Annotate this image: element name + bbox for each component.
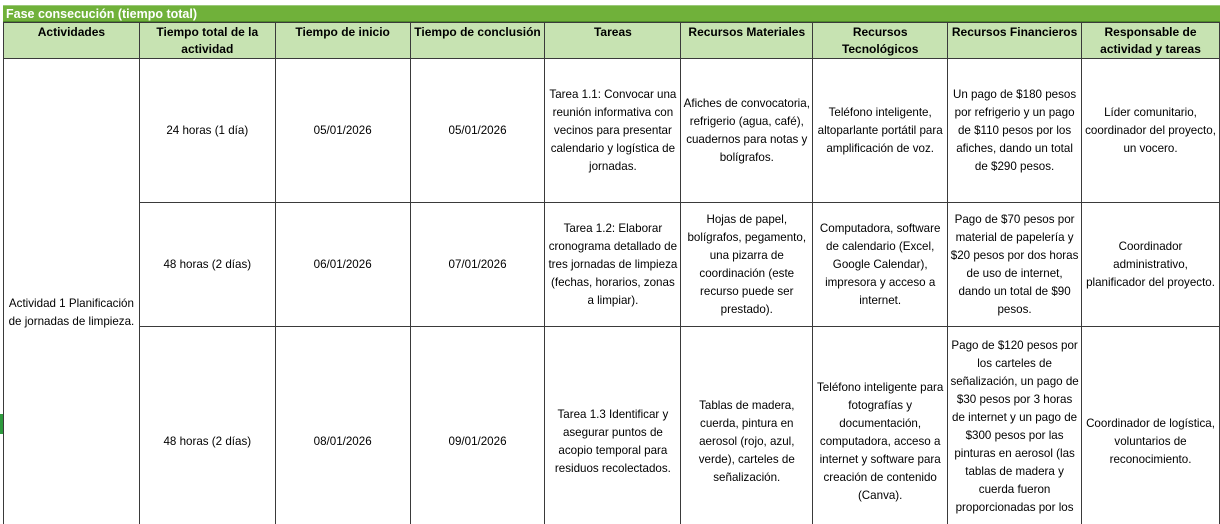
phase-title-bar[interactable]: Fase consecución (tiempo total) <box>3 5 1220 22</box>
end-date-cell[interactable]: 09/01/2026 <box>410 327 545 524</box>
technology-cell[interactable]: Teléfono inteligente, altoparlante portátil para amplificación de voz. <box>813 59 948 203</box>
task-cell[interactable]: Tarea 1.3 Identificar y asegurar puntos de acopio temporal para residuos recolectados. <box>545 327 681 524</box>
financial-cell[interactable]: Pago de $70 pesos por material de papelería y $20 pesos por dos horas de uso de internet, dando un total de $90 pesos. <box>948 203 1082 327</box>
table-row <box>4 327 1220 524</box>
header-cell-start-time[interactable]: Tiempo de inicio <box>275 23 410 59</box>
start-date-cell[interactable]: 06/01/2026 <box>275 203 410 327</box>
duration-cell[interactable]: 48 horas (2 días) <box>139 327 275 524</box>
header-cell-responsible[interactable]: Responsable de actividad y tareas <box>1082 23 1220 59</box>
header-cell-activities[interactable]: Actividades <box>4 23 140 59</box>
table-row <box>4 203 1220 327</box>
materials-cell[interactable]: Hojas de papel, bolígrafos, pegamento, una pizarra de coordinación (este recurso puede ser prestado). <box>681 203 813 327</box>
technology-cell[interactable]: Teléfono inteligente para fotografías y documentación, computadora, acceso a internet y software para creación de contenido (Canva). <box>813 327 948 524</box>
header-cell-technology[interactable]: Recursos Tecnológicos <box>813 23 948 59</box>
duration-cell[interactable]: 24 horas (1 día) <box>139 59 275 203</box>
task-cell[interactable]: Tarea 1.1: Convocar una reunión informativa con vecinos para presentar calendario y logística de jornadas. <box>545 59 681 203</box>
header-cell-tasks[interactable]: Tareas <box>545 23 681 59</box>
header-cell-materials[interactable]: Recursos Materiales <box>681 23 813 59</box>
activity-table <box>3 22 1220 524</box>
materials-cell[interactable]: Tablas de madera, cuerda, pintura en aerosol (rojo, azul, verde), carteles de señalización. <box>681 327 813 524</box>
start-date-cell[interactable]: 05/01/2026 <box>275 59 410 203</box>
duration-cell[interactable]: 48 horas (2 días) <box>139 203 275 327</box>
responsible-cell[interactable]: Coordinador administrativo, planificador del proyecto. <box>1082 203 1220 327</box>
header-cell-end-time[interactable]: Tiempo de conclusión <box>410 23 545 59</box>
start-date-cell[interactable]: 08/01/2026 <box>275 327 410 524</box>
header-row <box>4 23 1220 59</box>
header-cell-total-time[interactable]: Tiempo total de la actividad <box>139 23 275 59</box>
task-cell[interactable]: Tarea 1.2: Elaborar cronograma detallado de tres jornadas de limpieza (fechas, horarios, zonas a limpiar). <box>545 203 681 327</box>
financial-cell[interactable]: Pago de $120 pesos por los carteles de señalización, un pago de $30 pesos por 3 horas de internet y un pago de $300 pesos por las pinturas en aerosol (las tablas de madera y cuerda fueron proporcionadas por los <box>948 327 1082 524</box>
activity-cell[interactable]: Actividad 1 Planificación de jornadas de limpieza. <box>4 59 140 524</box>
end-date-cell[interactable]: 05/01/2026 <box>410 59 545 203</box>
table-row <box>4 59 1220 203</box>
header-cell-financial[interactable]: Recursos Financieros <box>948 23 1082 59</box>
financial-cell[interactable]: Un pago de $180 pesos por refrigerio y un pago de $110 pesos por los afiches, dando un total de $290 pesos. <box>948 59 1082 203</box>
materials-cell[interactable]: Afiches de convocatoria, refrigerio (agua, café), cuadernos para notas y bolígrafos. <box>681 59 813 203</box>
end-date-cell[interactable]: 07/01/2026 <box>410 203 545 327</box>
responsible-cell[interactable]: Coordinador de logística, voluntarios de reconocimiento. <box>1082 327 1220 524</box>
responsible-cell[interactable]: Líder comunitario, coordinador del proyecto, un vocero. <box>1082 59 1220 203</box>
technology-cell[interactable]: Computadora, software de calendario (Excel, Google Calendar), impresora y acceso a internet. <box>813 203 948 327</box>
